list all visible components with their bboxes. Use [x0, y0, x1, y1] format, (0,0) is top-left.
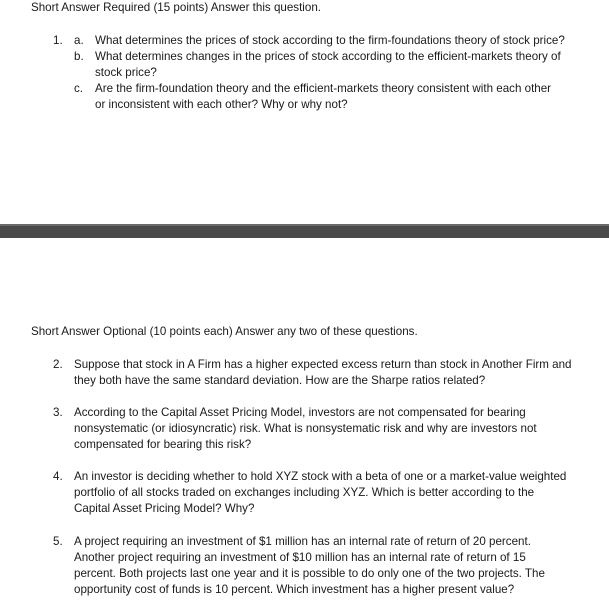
question-1a-letter: a.	[74, 34, 84, 47]
text-line: An investor is deciding whether to hold XYZ stock with a beta of one or a market-value weighted	[74, 470, 567, 483]
question-4-text	[74, 469, 566, 517]
text-line: What determines the prices of stock according to the firm-foundations theory of stock price?	[95, 34, 565, 47]
text-line: portfolio of all stocks traded on exchanges including XYZ. Which is better according to the	[74, 486, 535, 499]
question-1c-letter: c.	[74, 82, 84, 95]
question-1b-letter: b.	[74, 50, 84, 63]
question-4-number: 4.	[53, 470, 63, 483]
text-line: they both have the same standard deviation. How are the Sharpe ratios related?	[74, 374, 486, 387]
text-line: compensated for bearing this risk?	[74, 438, 252, 451]
question-1-number: 1.	[53, 34, 63, 47]
text-line: opportunity cost of funds is 10 percent. Which investment has a higher present value?	[74, 583, 515, 596]
question-1a-text	[95, 33, 595, 49]
question-3-number: 3.	[53, 406, 63, 419]
text-line: What determines changes in the prices of stock according to the efficient-markets theory of	[95, 50, 561, 63]
text-line: Capital Asset Pricing Model? Why?	[74, 502, 255, 515]
page-top	[0, 0, 609, 224]
question-3-text	[74, 405, 537, 453]
text-line: nonsystematic (or idiosyncratic) risk. What is nonsystematic risk and why are investors not	[74, 422, 537, 435]
text-line: Are the firm-foundation theory and the efficient-markets theory consistent with each other	[95, 82, 552, 95]
question-5-text	[74, 534, 545, 598]
question-2-text	[74, 357, 572, 389]
question-1b-text	[95, 49, 595, 81]
text-line: or inconsistent with each other? Why or why not?	[95, 98, 348, 111]
text-line: According to the Capital Asset Pricing Model, investors are not compensated for bearing	[74, 406, 526, 419]
text-line: Another project requiring an investment of $10 million has an internal rate of return of 15	[74, 551, 526, 564]
question-5-number: 5.	[53, 535, 63, 548]
page-bottom	[0, 238, 609, 611]
required-section-heading: Short Answer Required (15 points) Answer this question.	[31, 1, 321, 14]
optional-section-heading: Short Answer Optional (10 points each) Answer any two of these questions.	[31, 325, 418, 338]
text-line: Suppose that stock in A Firm has a higher expected excess return than stock in Another Firm and	[74, 358, 572, 371]
question-1c-text	[95, 81, 595, 113]
question-2-number: 2.	[53, 358, 63, 371]
text-line: percent. Both projects last one year and it is possible to do only one of the two projects. The	[74, 567, 545, 580]
text-line: A project requiring an investment of $1 million has an internal rate of return of 20 percent.	[74, 535, 531, 548]
text-line: stock price?	[95, 66, 157, 79]
page-divider	[0, 224, 609, 238]
